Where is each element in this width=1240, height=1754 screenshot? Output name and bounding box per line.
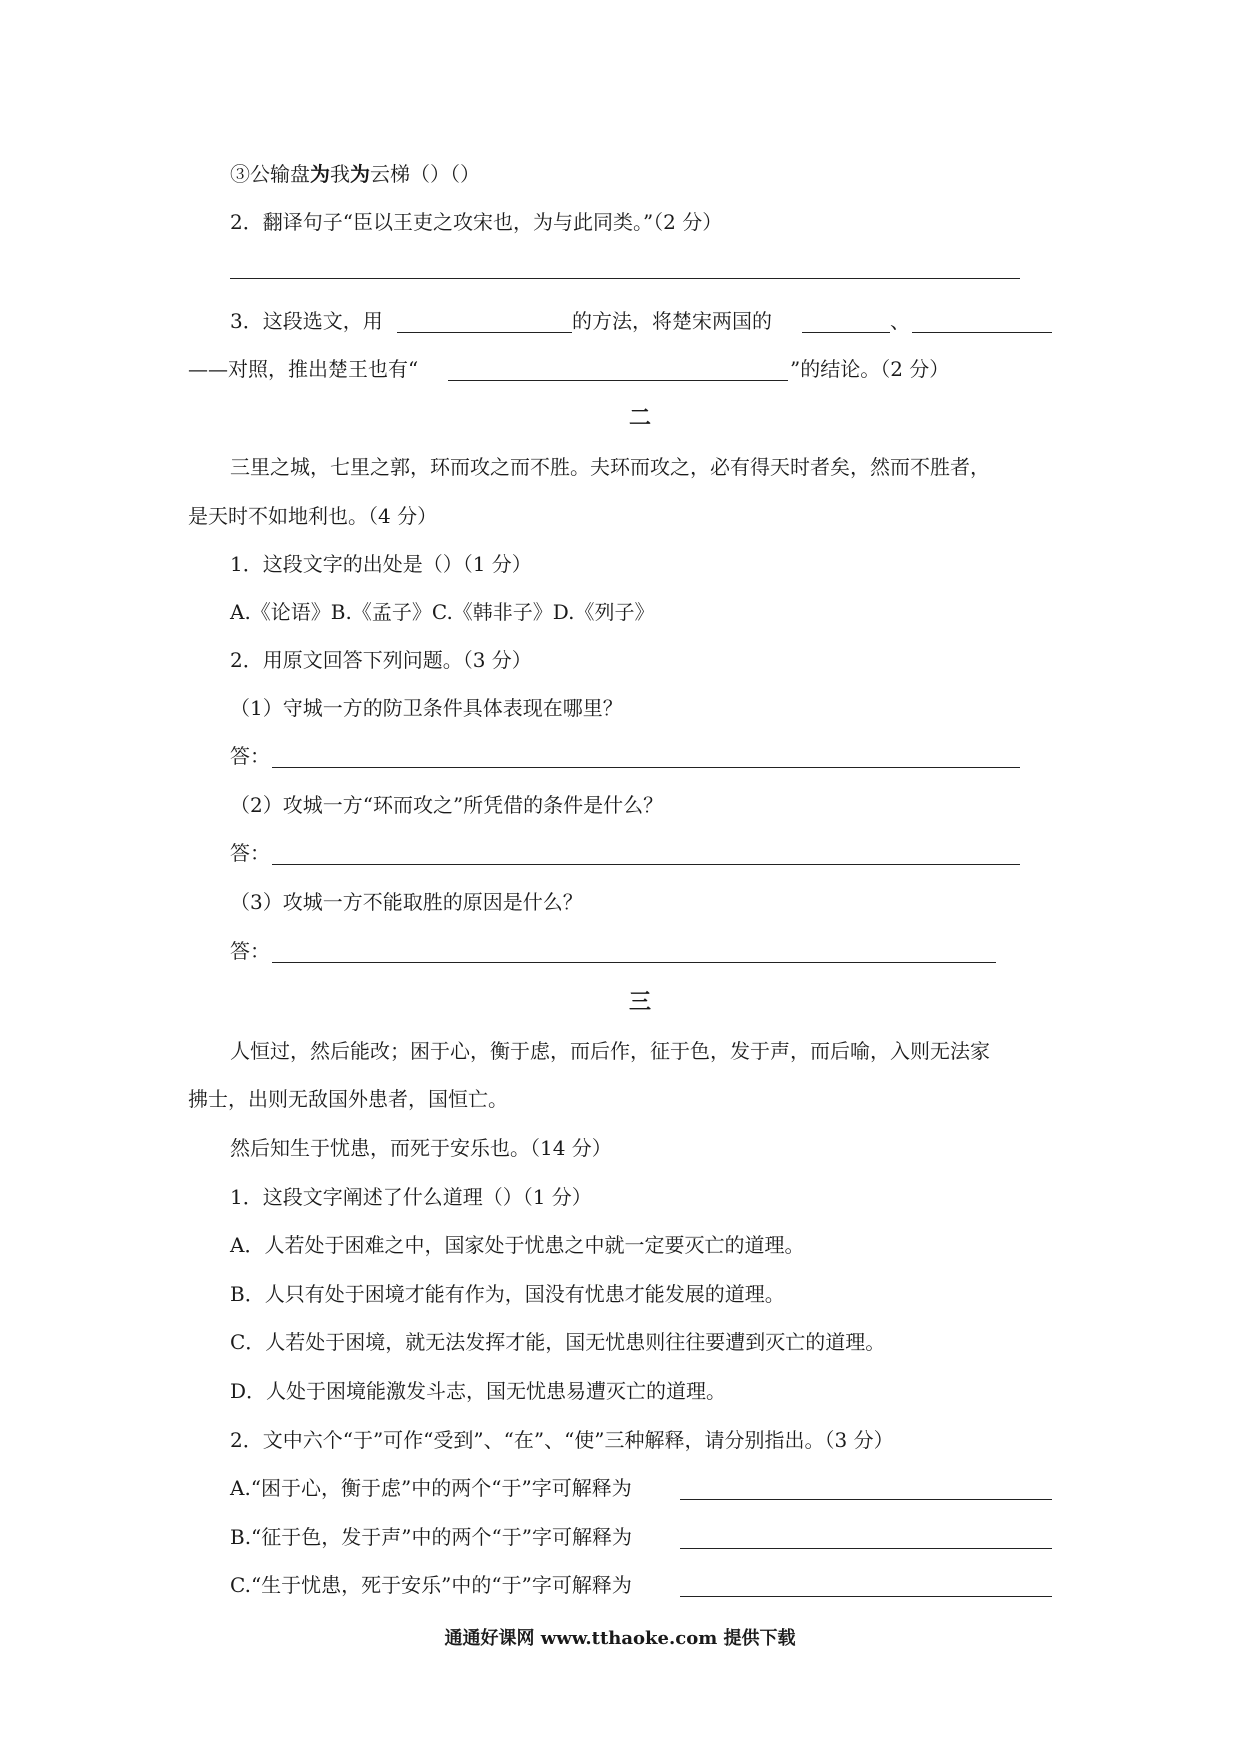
answer-line[interactable]	[680, 1596, 1052, 1597]
q1-item-3	[230, 160, 480, 188]
answer-label: 答：	[230, 939, 270, 963]
blank-country-1[interactable]	[802, 332, 890, 333]
passage-line: 然后知生于忧患，而死于安乐也。（14 分）	[230, 1136, 612, 1160]
question-3-line1-b: 的方法，将楚宋两国的	[572, 309, 772, 333]
passage-line: 拂士，出则无敌国外患者，国恒亡。	[188, 1087, 508, 1111]
option-c: C．人若处于困境，就无法发挥才能，国无忧患则往往要遭到灭亡的道理。	[230, 1330, 886, 1354]
page-footer: 通通好课网 www.tthaoke.com 提供下载	[444, 1628, 796, 1649]
passage-line: 三里之城，七里之郭，环而攻之而不胜。夫环而攻之，必有得天时者矣，然而不胜者，	[230, 455, 990, 479]
passage-line: 人恒过，然后能改；困于心，衡于虑，而后作，征于色，发于声，而后喻，入则无法家	[230, 1039, 990, 1063]
answer-line[interactable]	[680, 1499, 1052, 1500]
option-d: D．人处于困境能激发斗志，国无忧患易遭灭亡的道理。	[230, 1379, 727, 1403]
question-1: 1．这段文字阐述了什么道理（）（1 分）	[230, 1185, 592, 1209]
question-2-part-a: A.“困于心，衡于虑”中的两个“于”字可解释为	[230, 1476, 632, 1500]
question-2-part-c: C.“生于忧患，死于安乐”中的“于”字可解释为	[230, 1573, 632, 1597]
item-text: 云梯（）（）	[370, 162, 480, 186]
option-a: A．人若处于困难之中，国家处于忧患之中就一定要灭亡的道理。	[230, 1233, 805, 1257]
item-text: ③公输盘	[230, 162, 310, 186]
answer-line[interactable]	[230, 278, 1020, 279]
sub-question-1: （1）守城一方的防卫条件具体表现在哪里？	[230, 696, 623, 720]
question-2: 2．用原文回答下列问题。（3 分）	[230, 648, 532, 672]
question-3-line2-b: ”的结论。（2 分）	[790, 357, 950, 381]
question-1-options: A.《论语》B.《孟子》C.《韩非子》D.《列子》	[230, 600, 655, 624]
answer-line[interactable]	[272, 962, 996, 963]
bold-word: 为	[310, 162, 330, 186]
answer-label: 答：	[230, 841, 270, 865]
question-2-part-b: B.“征于色，发于声”中的两个“于”字可解释为	[230, 1525, 632, 1549]
bold-word: 为	[350, 162, 370, 186]
blank-method[interactable]	[397, 332, 572, 333]
question-1: 1．这段文字的出处是（）（1 分）	[230, 552, 532, 576]
blank-conclusion[interactable]	[448, 380, 788, 381]
question-2-translate: 2．翻译句子“臣以王吏之攻宋也，为与此同类。”（2 分）	[230, 210, 723, 234]
item-text: 我	[330, 162, 350, 186]
section-heading-2: 二	[628, 405, 651, 431]
passage-line: 是天时不如地利也。（4 分）	[188, 504, 438, 528]
answer-line[interactable]	[680, 1548, 1052, 1549]
question-3-line1-a: 3．这段选文，用	[230, 309, 383, 333]
blank-country-2[interactable]	[912, 332, 1052, 333]
question-2: 2．文中六个“于”可作“受到”、“在”、“使”三种解释，请分别指出。（3 分）	[230, 1428, 894, 1452]
answer-line[interactable]	[272, 864, 1020, 865]
question-3-line2-a: ——对照，推出楚王也有“	[188, 357, 419, 381]
section-heading-3: 三	[628, 989, 651, 1015]
option-b: B．人只有处于困境才能有作为，国没有忧患才能发展的道理。	[230, 1282, 785, 1306]
sub-question-2: （2）攻城一方“环而攻之”所凭借的条件是什么？	[230, 793, 664, 817]
sub-question-3: （3）攻城一方不能取胜的原因是什么？	[230, 890, 583, 914]
question-3-line1-c: 、	[890, 309, 910, 333]
answer-label: 答：	[230, 744, 270, 768]
answer-line[interactable]	[272, 767, 1020, 768]
